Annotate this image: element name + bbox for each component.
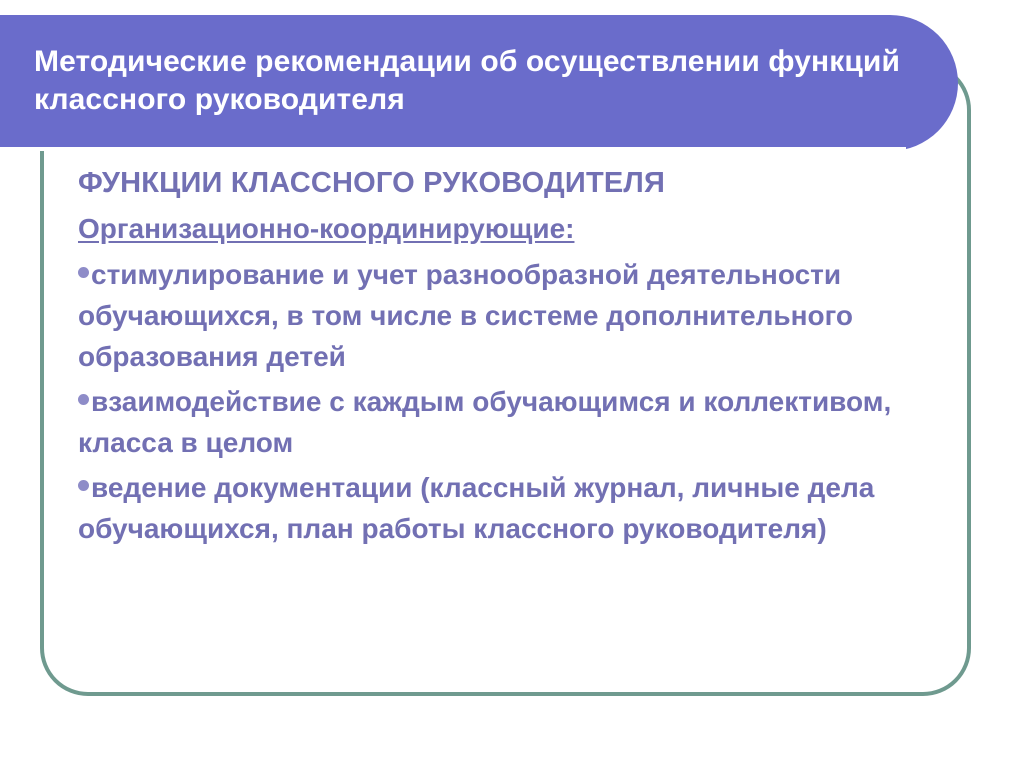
bullet-dot-icon [78, 394, 89, 405]
title-bar [0, 15, 958, 151]
bullet-item [78, 465, 958, 551]
section-heading: ФУНКЦИИ КЛАССНОГО РУКОВОДИТЕЛЯ [78, 167, 665, 199]
bullet-text: ведение документации (классный журнал, личные дела обучающихся, план работы классного руководителя) [78, 472, 875, 544]
bullet-text: взаимодействие с каждым обучающимся и коллективом, класса в целом [78, 386, 892, 458]
bullet-item [78, 379, 958, 465]
title-underline [0, 147, 906, 151]
bullet-list [78, 252, 958, 551]
slide-title: Методические рекомендации об осуществлении функций классного руководителя [34, 45, 901, 116]
bullet-text: стимулирование и учет разнообразной деятельности обучающихся, в том числе в системе дополнительного образования детей [78, 259, 854, 372]
bullet-dot-icon [78, 480, 89, 491]
slide-content [78, 160, 958, 551]
bullet-dot-icon [78, 267, 89, 278]
category-heading: Организационно-координирующие: [78, 213, 575, 244]
bullet-item [78, 252, 958, 379]
